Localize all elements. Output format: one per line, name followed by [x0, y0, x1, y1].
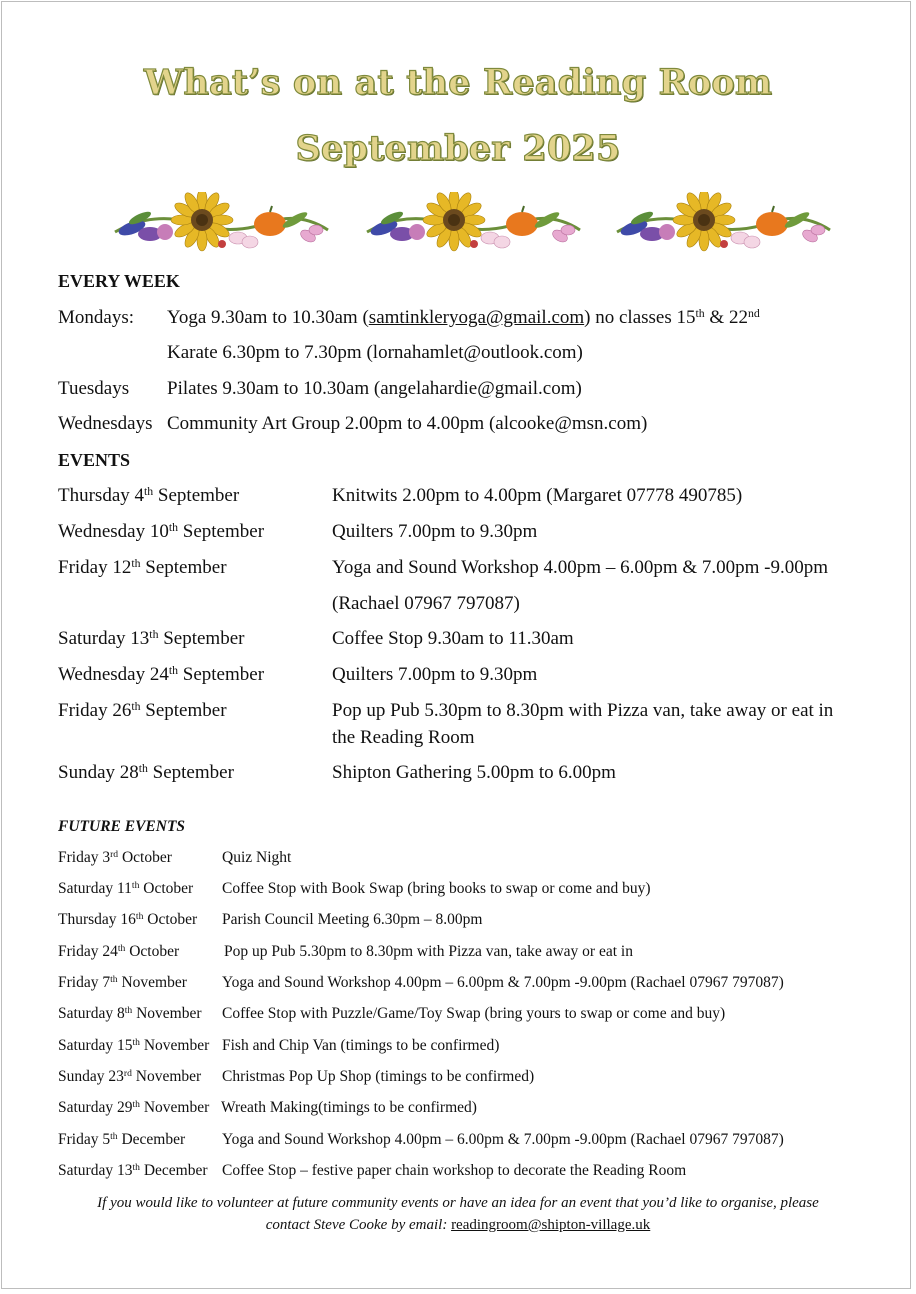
future-event-description: Parish Council Meeting 6.30pm – 8.00pm	[222, 911, 483, 928]
event-description-cont: the Reading Room	[332, 727, 475, 748]
future-event-description: Yoga and Sound Workshop 4.00pm – 6.00pm & 7.00pm -9.00pm (Rachael 07967 797087)	[222, 1131, 784, 1148]
future-event-date: Friday 7th November	[58, 973, 187, 991]
event-date: Wednesday 10th September	[58, 520, 265, 542]
future-events-heading: FUTURE EVENTS	[58, 818, 186, 835]
event-description: Pop up Pub 5.30pm to 8.30pm with Pizza van, take away or eat in	[332, 700, 834, 721]
event-description: Shipton Gathering 5.00pm to 6.00pm	[332, 762, 616, 783]
month-title: September 2025	[295, 128, 621, 169]
volunteer-note-line1: If you would like to volunteer at future community events or have an idea for an event that you’d like to organise, please	[97, 1195, 819, 1211]
future-event-description: Coffee Stop with Puzzle/Game/Toy Swap (bring yours to swap or come and buy)	[222, 1005, 726, 1022]
yoga-email-link[interactable]: samtinkleryoga@gmail.com	[368, 307, 585, 328]
volunteer-note	[40, 1192, 876, 1236]
future-event-date: Thursday 16th October	[58, 910, 198, 928]
sunflower-garland-icon	[110, 192, 332, 258]
sunflower-garland-icon	[362, 192, 584, 258]
future-event-date: Friday 24th October	[58, 942, 180, 960]
sunflower-garland-icon	[612, 192, 834, 258]
event-date: Friday 26th September	[58, 699, 227, 721]
future-event-date: Saturday 8th November	[58, 1004, 202, 1022]
weekday-label: Wednesdays	[58, 413, 153, 434]
page-title: What’s on at the Reading Room	[143, 62, 773, 103]
weekly-class-karate: Karate 6.30pm to 7.30pm (lornahamlet@outlook.com)	[167, 342, 583, 363]
future-event-description: Coffee Stop with Book Swap (bring books to swap or come and buy)	[222, 880, 651, 897]
future-event-description: Christmas Pop Up Shop (timings to be confirmed)	[222, 1068, 535, 1085]
future-event-description: Pop up Pub 5.30pm to 8.30pm with Pizza van, take away or eat in	[224, 943, 633, 960]
event-description: Coffee Stop 9.30am to 11.30am	[332, 628, 574, 649]
event-description: Knitwits 2.00pm to 4.00pm (Margaret 07778 490785)	[332, 485, 743, 506]
flower-banner	[0, 192, 916, 262]
weekday-label: Mondays:	[58, 307, 134, 328]
events-heading: EVENTS	[58, 450, 131, 470]
future-event-date: Saturday 15th November	[58, 1036, 210, 1054]
event-date: Sunday 28th September	[58, 761, 234, 783]
event-date: Friday 12th September	[58, 556, 227, 578]
event-description-cont: (Rachael 07967 797087)	[332, 593, 520, 614]
future-event-date: Friday 3rd October	[58, 848, 172, 866]
event-description: Quilters 7.00pm to 9.30pm	[332, 521, 538, 542]
volunteer-note-line2: contact Steve Cooke by email: readingroom@shipton-village.uk	[265, 1217, 651, 1233]
future-event-description: Quiz Night	[222, 849, 292, 866]
event-date: Wednesday 24th September	[58, 663, 265, 685]
future-event-date: Saturday 13th December	[58, 1161, 208, 1179]
future-event-date: Sunday 23rd November	[58, 1067, 202, 1085]
future-event-date: Friday 5th December	[58, 1130, 186, 1148]
weekly-class-pilates: Pilates 9.30am to 10.30am (angelahardie@gmail.com)	[167, 378, 582, 399]
event-description: Quilters 7.00pm to 9.30pm	[332, 664, 538, 685]
future-event-date: Saturday 29th November	[58, 1098, 210, 1116]
future-event-description: Fish and Chip Van (timings to be confirmed)	[222, 1037, 500, 1054]
future-event-description: Wreath Making(timings to be confirmed)	[221, 1099, 477, 1116]
weekday-label: Tuesdays	[58, 378, 130, 399]
future-event-date: Saturday 11th October	[58, 879, 194, 897]
weekly-class-yoga: Yoga 9.30am to 10.30am (samtinkleryoga@gmail.com) no classes 15th & 22nd	[167, 306, 760, 328]
event-description: Yoga and Sound Workshop 4.00pm – 6.00pm & 7.00pm -9.00pm	[332, 557, 829, 578]
event-date: Saturday 13th September	[58, 627, 245, 649]
reading-room-email-link[interactable]: readingroom@shipton-village.uk	[451, 1217, 651, 1233]
event-date: Thursday 4th September	[58, 484, 240, 506]
every-week-heading: EVERY WEEK	[58, 271, 180, 291]
future-event-description: Coffee Stop – festive paper chain workshop to decorate the Reading Room	[222, 1162, 687, 1179]
future-event-description: Yoga and Sound Workshop 4.00pm – 6.00pm & 7.00pm -9.00pm (Rachael 07967 797087)	[222, 974, 784, 991]
weekly-class-art: Community Art Group 2.00pm to 4.00pm (alcooke@msn.com)	[167, 413, 648, 434]
